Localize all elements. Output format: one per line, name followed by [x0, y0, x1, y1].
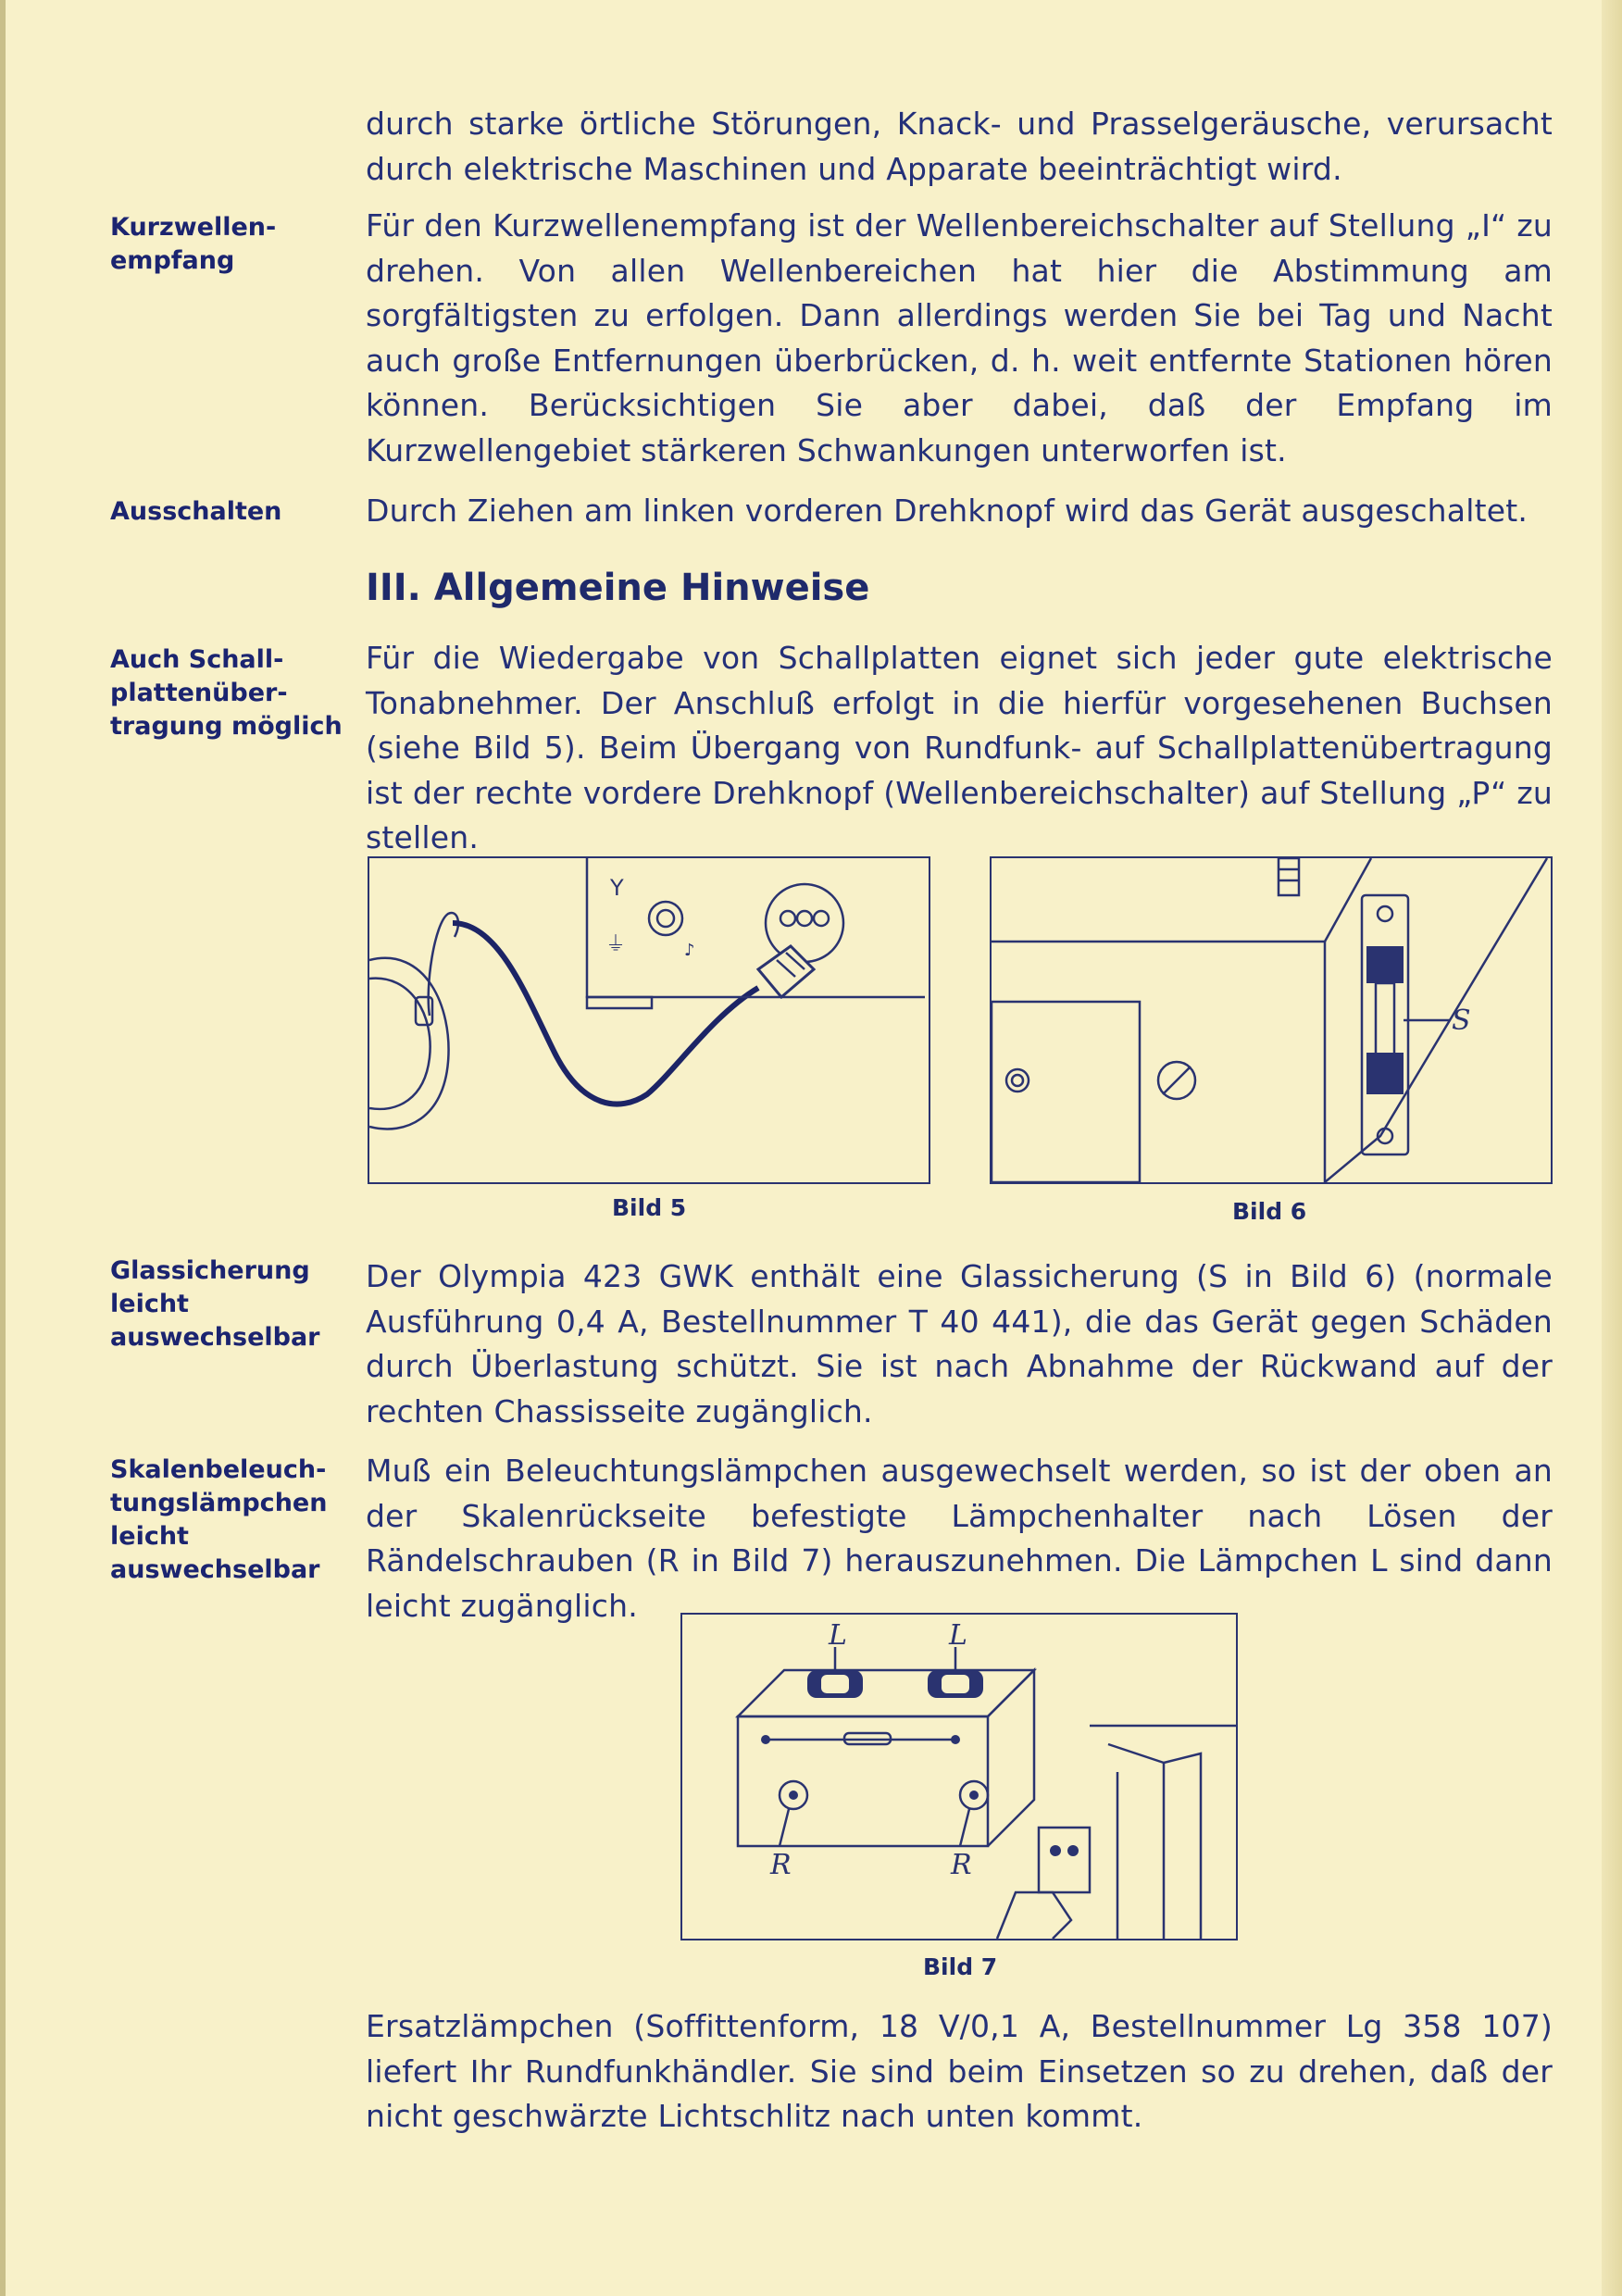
svg-text:Y: Y — [610, 875, 624, 901]
label-ausschalten: Ausschalten — [110, 497, 282, 526]
figure-bild6 — [990, 856, 1553, 1184]
label-line: tragung möglich — [110, 712, 343, 741]
svg-text:♪: ♪ — [684, 941, 695, 960]
fuse-label-s: S — [1452, 1004, 1471, 1037]
bild5-illustration — [369, 858, 929, 1182]
lamp-label-l-left: L — [829, 1619, 847, 1652]
page-edge-left — [0, 0, 6, 2296]
label-kurzwellenempfang — [110, 211, 360, 278]
pickup-socket — [766, 884, 843, 962]
section-heading: III. Allgemeine Hinweise — [366, 567, 870, 609]
chassis-foot — [587, 997, 652, 1008]
top-screw — [1279, 858, 1299, 895]
holder-top — [738, 1670, 1034, 1716]
bild7-illustration — [682, 1615, 1236, 1939]
label-glassicherung — [110, 1254, 360, 1354]
bild6-illustration — [992, 858, 1551, 1182]
svg-text:⏚: ⏚ — [605, 933, 627, 956]
fuse-cap-bottom — [1366, 1053, 1404, 1094]
label-line: Skalenbeleuch- — [110, 1455, 327, 1484]
label-line: tungslämpchen — [110, 1489, 328, 1517]
label-line: Kurzwellen- — [110, 213, 277, 242]
label-line: empfang — [110, 246, 235, 275]
screw-label-r-left: R — [770, 1849, 792, 1881]
record-disc — [369, 958, 449, 1129]
caption-bild7: Bild 7 — [923, 1953, 998, 1980]
small-socket — [1006, 1069, 1029, 1092]
label-line: Glassicherung — [110, 1256, 310, 1285]
label-line: Auch Schall- — [110, 645, 284, 674]
label-schallplatten — [110, 643, 360, 743]
label-line: plattenüber- — [110, 679, 288, 707]
paragraph-ausschalten: Durch Ziehen am linken vorderen Drehknopf wird das Gerät ausgeschaltet. — [366, 493, 1528, 529]
chassis-panel — [587, 858, 925, 997]
label-line: auswechselbar — [110, 1555, 320, 1584]
label-line: auswechselbar — [110, 1323, 320, 1352]
page-edge-right — [1602, 0, 1622, 2296]
label-line: leicht — [110, 1290, 189, 1318]
paragraph-ersatzlaempchen: Ersatzlämpchen (Soffittenform, 18 V/0,1 A, Bestellnummer Lg 358 107) liefert Ihr Rundfunkhändler. Sie sind beim Einsetzen so zu drehen, daß der nicht geschwärzte Lichtschlitz nach unten kommt. — [366, 2008, 1553, 2134]
paragraph-schallplatten: Für die Wiedergabe von Schallplatten eignet sich jeder gute elektrische Tonabnehmer. Der Anschluß erfolgt in die hierfür vorgesehenen Buchsen (siehe Bild 5). Beim Übergang von Rundfunk- auf Schallplattenübertragung ist der rechte vordere Drehknopf (Wellenbereichschalter) auf Stellung „P“ zu stellen. — [366, 640, 1553, 855]
label-line: leicht — [110, 1522, 189, 1551]
label-skalenbeleuchtung — [110, 1454, 360, 1587]
chassis-top-edge — [992, 942, 1325, 1182]
fuse-cap-top — [1366, 946, 1404, 983]
lamp-holder — [738, 1716, 988, 1846]
paragraph-glassicherung: Der Olympia 423 GWK enthält eine Glassicherung (S in Bild 6) (normale Ausführung 0,4 A, Bestellnummer T 40 441), die das Gerät gegen Schäden durch Überlastung schützt. Sie ist nach Abnahme der Rückwand auf der rechten Chassisseite zugänglich. — [366, 1258, 1553, 1429]
figure-bild5 — [368, 856, 930, 1184]
figure-bild7 — [680, 1613, 1238, 1940]
top-paragraph: durch starke örtliche Störungen, Knack- und Prasselgeräusche, verursacht durch elektrische Maschinen und Apparate beeinträchtigt wird. — [366, 106, 1553, 187]
lamp-label-l-right: L — [949, 1619, 967, 1652]
caption-bild6: Bild 6 — [1232, 1198, 1307, 1225]
caption-bild5: Bild 5 — [612, 1194, 687, 1221]
paragraph-skalenbeleuchtung: Muß ein Beleuchtungslämpchen ausgewechselt werden, so ist der oben an der Skalenrückseite befestigte Lämpchenhalter nach Lösen der Rändelschrauben (R in Bild 7) herauszunehmen. Die Lämpchen L sind dann leicht zugänglich. — [366, 1453, 1553, 1624]
antenna-socket — [649, 902, 682, 935]
screw-label-r-right: R — [951, 1849, 972, 1881]
bracket — [1039, 1828, 1090, 1892]
paragraph-kurzwellenempfang: Für den Kurzwellenempfang ist der Wellenbereichschalter auf Stellung „I“ zu drehen. Von allen Wellenbereichen hat hier die Abstimmung am sorgfältigsten zu erfolgen. Dann allerdings werden Sie bei Tag und Nacht auch große Entfernungen überbrücken, d. h. weit entfernte Stationen hören können. Berücksichtigen Sie aber dabei, daß der Empfang im Kurzwellengebiet stärkeren Schwankungen unterworfen ist. — [366, 207, 1553, 468]
fuse-holder — [1362, 895, 1408, 1154]
